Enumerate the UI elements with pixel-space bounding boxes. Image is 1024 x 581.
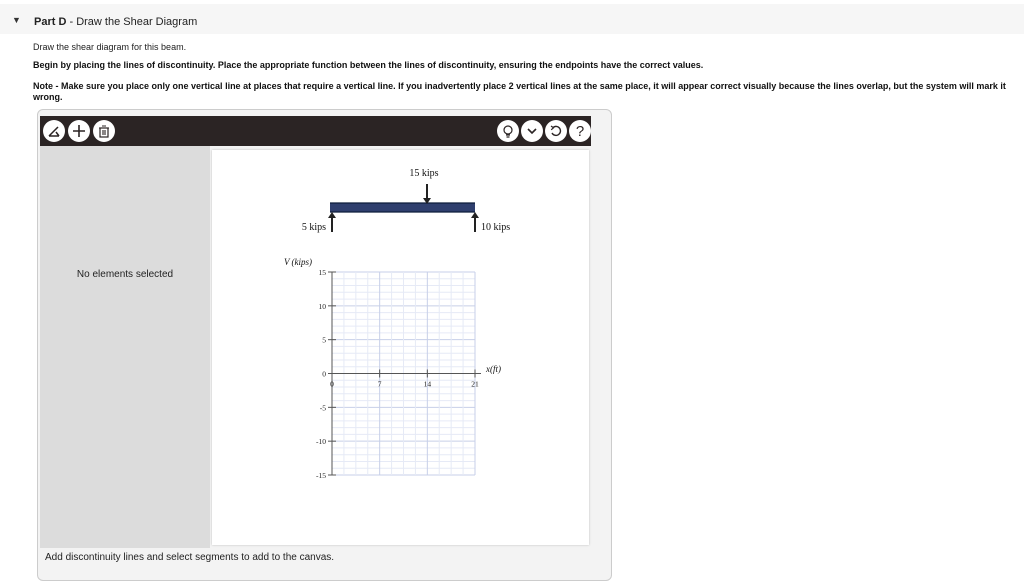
instruction-text: Draw the shear diagram for this beam.	[33, 42, 187, 52]
part-title: Part D - Draw the Shear Diagram	[34, 16, 198, 28]
y-tick-label: -10	[316, 437, 326, 447]
collapse-caret-icon[interactable]: ▼	[12, 15, 21, 25]
y-tick-label: 0	[322, 369, 326, 379]
load-label: 15 kips	[409, 168, 439, 179]
chevron-down-icon[interactable]	[521, 120, 543, 142]
toolbar	[40, 116, 591, 146]
y-tick-label: 10	[318, 301, 326, 311]
reset-icon[interactable]	[545, 120, 567, 142]
x-tick-label: 7	[377, 379, 382, 389]
y-tick-label: 15	[318, 268, 326, 277]
x-axis-label: x(ft)	[486, 364, 501, 374]
vertical-line-tool-icon[interactable]	[43, 120, 65, 142]
left-reaction-label: 5 kips	[301, 222, 326, 233]
instruction-bold: Begin by placing the lines of discontinuity. Place the appropriate function between the lines of discontinuity, ensuring the endpoints have the correct values.	[33, 60, 704, 70]
x-tick-label: 14	[423, 379, 432, 389]
instruction-note: Note - Make sure you place only one vertical line at places that require a vertical line. If you inadvertently place 2 vertical lines at the same place, it will appear correct visually because the lines overlap, but the system will mark it wrong.	[33, 81, 1006, 102]
part-header[interactable]	[0, 4, 1024, 34]
footer-hint: Add discontinuity lines and select segments to add to the canvas.	[45, 552, 335, 563]
y-axis-label: V (kips)	[283, 257, 313, 267]
y-tick-label: 5	[322, 335, 326, 345]
y-tick-label: -5	[319, 403, 326, 413]
x-tick-label: 0	[330, 379, 334, 389]
trash-icon[interactable]	[93, 120, 115, 142]
x-tick-label: 21	[471, 379, 479, 389]
selection-status: No elements selected	[76, 269, 174, 280]
right-reaction-label: 10 kips	[481, 222, 511, 233]
y-tick-label: -15	[316, 471, 326, 480]
hint-lightbulb-icon[interactable]	[497, 120, 519, 142]
drawing-canvas[interactable]	[212, 150, 589, 545]
plus-icon[interactable]	[68, 120, 90, 142]
side-panel	[40, 146, 210, 548]
help-icon[interactable]: ?	[569, 120, 591, 142]
